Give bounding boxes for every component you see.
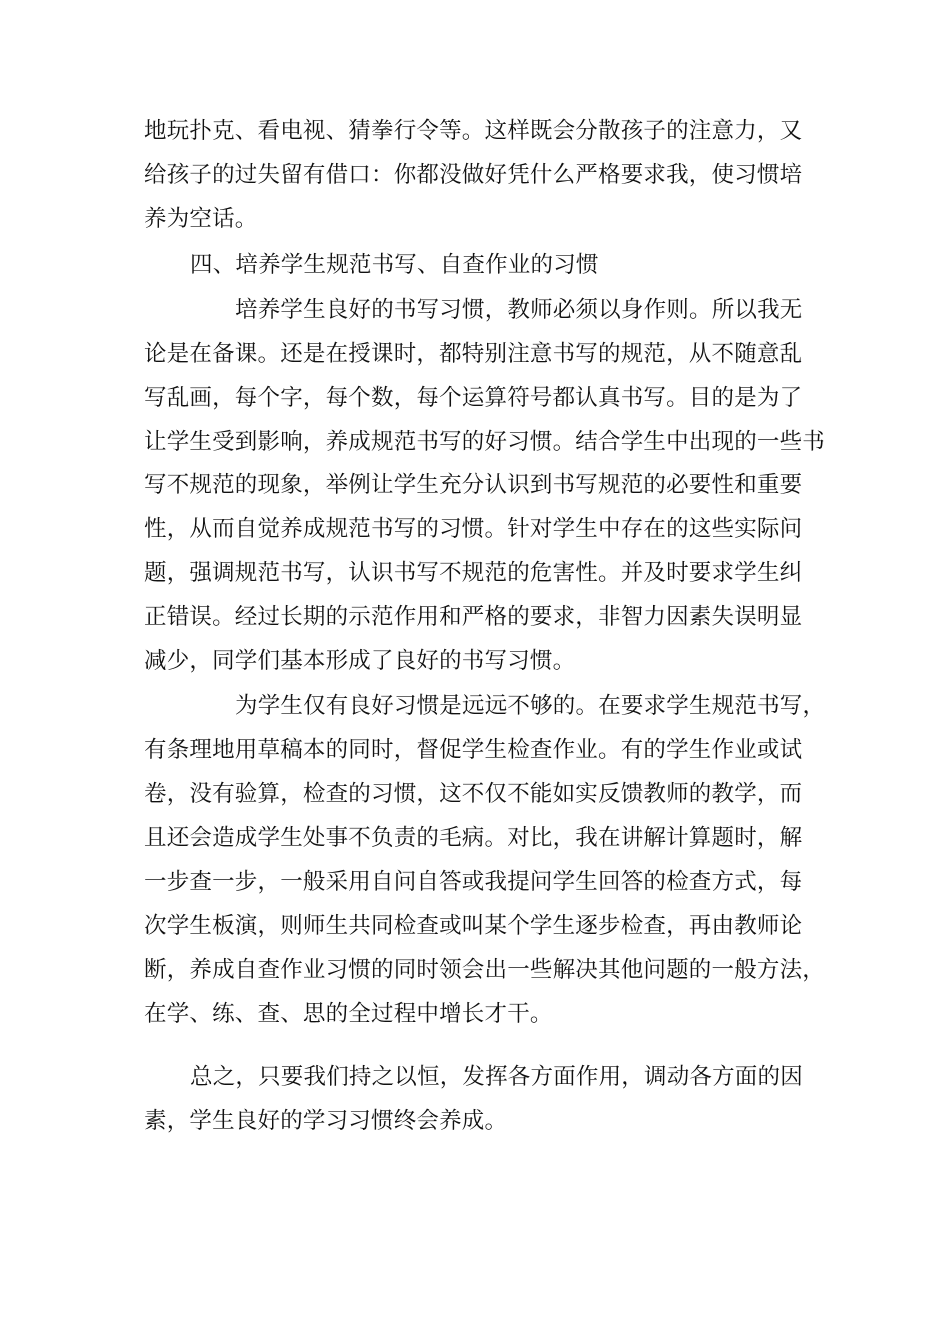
paragraph-line: 写乱画，每个字，每个数，每个运算符号都认真书写。目的是为了 bbox=[144, 385, 803, 411]
paragraph-line: 给孩子的过失留有借口：你都没做好凭什么严格要求我，使习惯培 bbox=[144, 162, 803, 188]
paragraph-line: 总之，只要我们持之以恒，发挥各方面作用，调动各方面的因 bbox=[190, 1064, 803, 1090]
paragraph-line: 题，强调规范书写，认识书写不规范的危害性。并及时要求学生纠 bbox=[144, 560, 803, 586]
paragraph-line: 且还会造成学生处事不负责的毛病。对比，我在讲解计算题时，解 bbox=[144, 825, 803, 851]
paragraph-line: 让学生受到影响，养成规范书写的好习惯。结合学生中出现的一些书 bbox=[144, 429, 826, 455]
paragraph-line: 卷，没有验算，检查的习惯，这不仅不能如实反馈教师的教学，而 bbox=[144, 781, 803, 807]
paragraph-line: 养为空话。 bbox=[144, 206, 258, 232]
paragraph-line: 论是在备课。还是在授课时，都特别注意书写的规范，从不随意乱 bbox=[144, 341, 803, 367]
paragraph-line: 写不规范的现象，举例让学生充分认识到书写规范的必要性和重要 bbox=[144, 472, 803, 498]
paragraph-line: 有条理地用草稿本的同时，督促学生检查作业。有的学生作业或试 bbox=[144, 737, 803, 763]
paragraph-line: 减少，同学们基本形成了良好的书写习惯。 bbox=[144, 648, 576, 674]
paragraph-line: 正错误。经过长期的示范作用和严格的要求，非智力因素失误明显 bbox=[144, 604, 803, 630]
paragraph-line: 地玩扑克、看电视、猜拳行令等。这样既会分散孩子的注意力，又 bbox=[144, 118, 803, 144]
paragraph-line: 素，学生良好的学习习惯终会养成。 bbox=[144, 1108, 508, 1134]
paragraph-line: 次学生板演，则师生共同检查或叫某个学生逐步检查，再由教师论 bbox=[144, 913, 803, 939]
paragraph-line: 一步查一步，一般采用自问自答或我提问学生回答的检查方式，每 bbox=[144, 869, 803, 895]
section-heading: 四、培养学生规范书写、自查作业的习惯 bbox=[190, 252, 599, 278]
paragraph-line: 为学生仅有良好习惯是远远不够的。在要求学生规范书写， bbox=[235, 693, 826, 719]
paragraph-line: 培养学生良好的书写习惯，教师必须以身作则。所以我无 bbox=[235, 297, 803, 323]
paragraph-line: 在学、练、查、思的全过程中增长才干。 bbox=[144, 1001, 553, 1027]
paragraph-line: 性，从而自觉养成规范书写的习惯。针对学生中存在的这些实际问 bbox=[144, 516, 803, 542]
paragraph-line: 断，养成自查作业习惯的同时领会出一些解决其他问题的一般方法， bbox=[144, 957, 826, 983]
